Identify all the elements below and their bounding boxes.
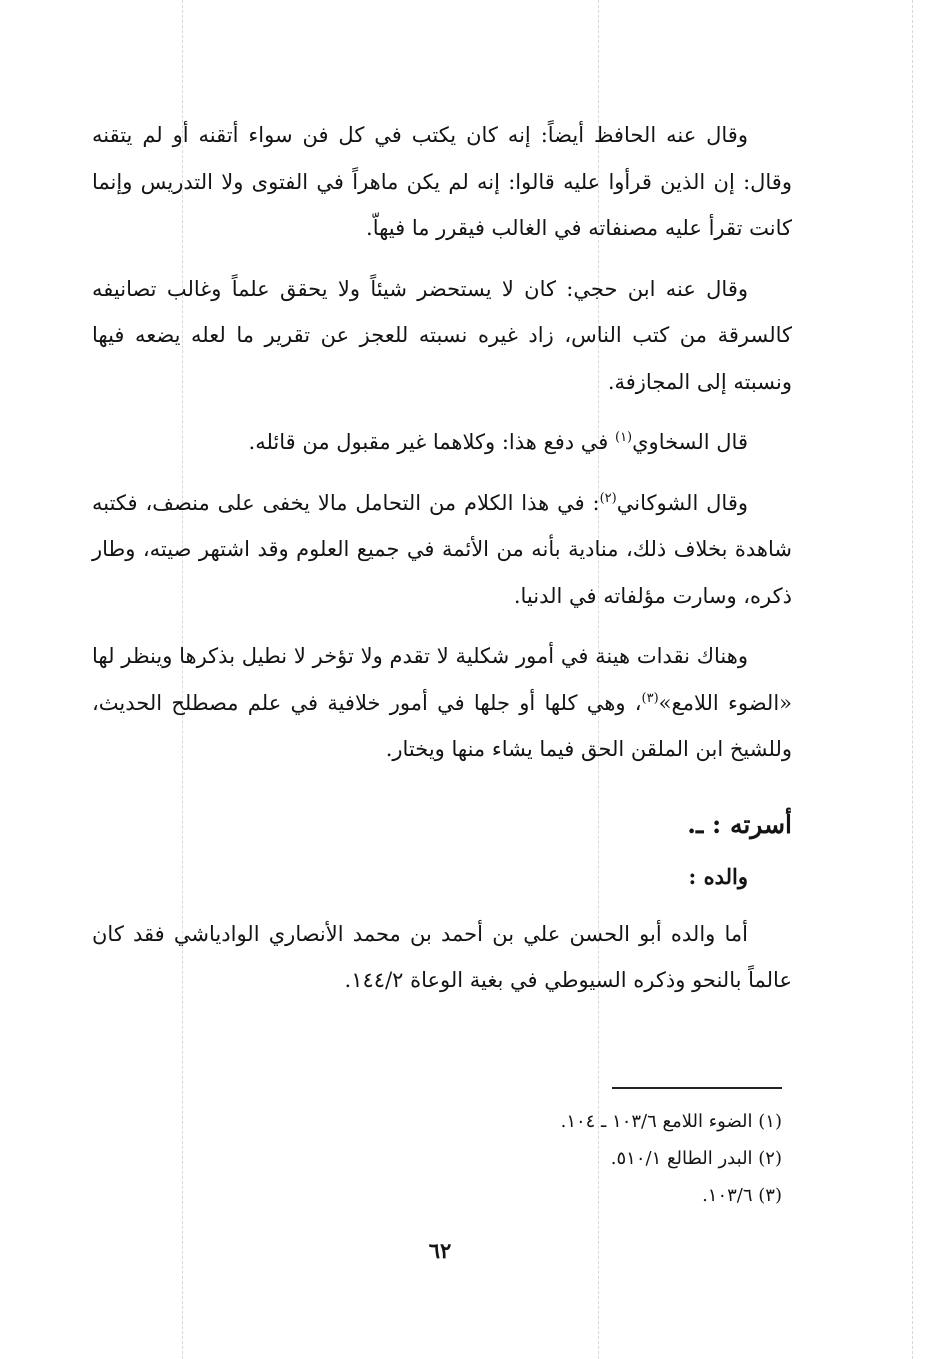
paragraph [92, 633, 792, 773]
footnote-reference[interactable]: (٣) [641, 690, 659, 706]
footnote-reference[interactable]: (٢) [599, 490, 617, 506]
footnote: (١) الضوء اللامع ١٠٣/٦ ـ ١٠٤. [560, 1111, 782, 1132]
page-number: ٦٢ [428, 1238, 452, 1263]
scan-artifact-line [912, 0, 913, 1359]
paragraph [92, 419, 792, 466]
paragraph-text: في دفع هذا: وكلاهما غير مقبول من قائله. [248, 430, 615, 454]
paragraph-text: وهناك نقدات هينة في أمور شكلية لا تقدم ولا تؤخر لا نطيل بذكرها وينظر لها «الضوء اللامع» [92, 644, 792, 715]
section-heading: أسرته : ـ. [687, 809, 792, 839]
footnotes [92, 1103, 782, 1214]
paragraph: وقال عنه الحافظ أيضاً: إنه كان يكتب في كل فن سواء أتقنه أو لم يتقنه وقال: إن الذين قرأوا عليه قالوا: إنه لم يكن ماهراً في الفتوى ولا التدريس وإنما كانت تقرأ عليه مصنفاته في الغالب فيقرر ما فيهاّ. [92, 123, 792, 240]
footnote: (٣) ١٠٣/٦. [702, 1185, 782, 1206]
footnote-reference[interactable]: (١) [614, 430, 633, 445]
paragraph: أما والده أبو الحسن علي بن أحمد بن محمد الأنصاري الوادياشي فقد كان عالماً بالنحو وذكره السيوطي في بغية الوعاة ١٤٤/٢. [92, 921, 792, 992]
main-text [92, 112, 792, 1018]
paragraph: وقال عنه ابن حجي: كان لا يستحضر شيئاً ولا يحقق علماً وغالب تصانيفه كالسرقة من كتب الناس، زاد غيره نسبته للعجز عن تقرير ما لعله يضعه فيها ونسبته إلى المجازفة. [92, 276, 792, 394]
paragraph [92, 480, 792, 620]
paragraph-text: قال السخاوي [632, 430, 748, 454]
paragraph-text: ، وهي كلها أو جلها في أمور خلافية في علم مصطلح الحديث، وللشيخ ابن الملقن الحق فيما يشاء منها ويختار. [92, 690, 792, 761]
subsection-heading: والده : [688, 863, 748, 889]
footnote-separator [612, 1087, 782, 1089]
footnote: (٢) البدر الطالع ٥١٠/١. [610, 1148, 782, 1169]
paragraph-text: : في هذا الكلام من التحامل مالا يخفى على منصف، فكتبه شاهدة بخلاف ذلك، منادية بأنه من الأئمة في جميع العلوم وقد اشتهر صيته، وطار ذكره، وسارت مؤلفاته في الدنيا. [92, 490, 792, 608]
paragraph-text: وقال الشوكاني [616, 490, 749, 515]
